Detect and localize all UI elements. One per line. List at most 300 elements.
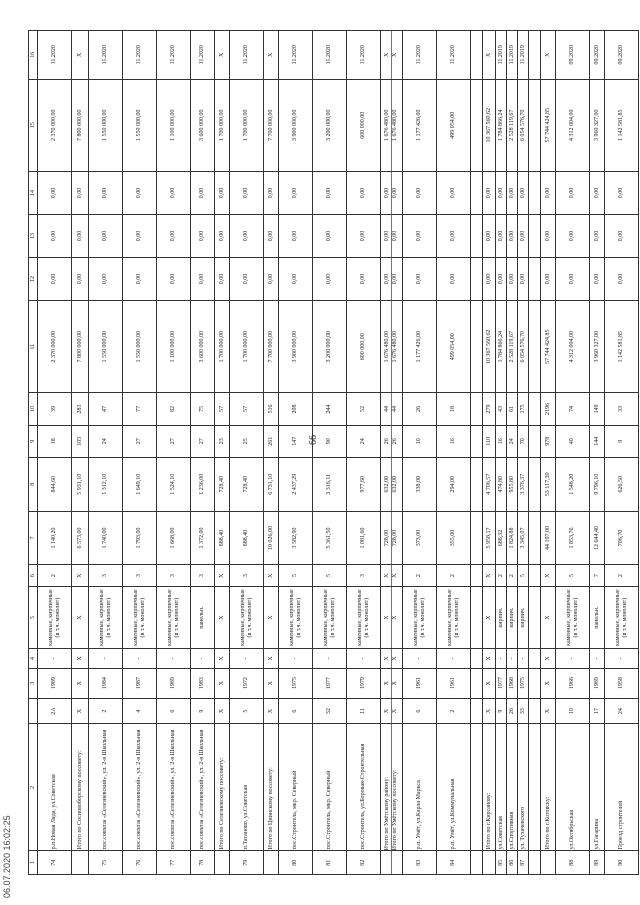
table-cell: 1 100 000,00 <box>157 79 191 171</box>
table-cell: 0,00 <box>191 257 215 300</box>
table-cell: 1968 <box>507 668 518 698</box>
table-cell: 10 367 560,62 <box>483 300 496 392</box>
table-cell: 0,00 <box>541 171 556 214</box>
table-cell: 57 744 424,85 <box>541 79 556 171</box>
table-cell: 355,00 <box>437 511 471 565</box>
cell-line: X <box>384 52 391 57</box>
table-cell: 0,00 <box>507 214 518 257</box>
table-cell: 1977 <box>496 668 507 698</box>
blank-row <box>529 31 541 875</box>
table-cell: 0,00 <box>507 171 518 214</box>
table-cell: р.п. Умёт, ул.Карла Маркса <box>403 724 437 851</box>
table-cell: 1966 <box>556 668 590 698</box>
table-cell: 77 <box>157 851 191 875</box>
table-cell: 11.2020 <box>123 31 157 80</box>
table-cell <box>381 668 403 698</box>
page-number: 66 <box>308 435 319 445</box>
table-cell: пос.совхоза «Селезневский», ул. 2-я Школьная <box>191 724 215 851</box>
column-number-header: 10 <box>29 393 38 425</box>
table-cell: 0,00 <box>264 214 279 257</box>
table-cell: 261 <box>264 425 279 457</box>
table-cell <box>529 457 541 511</box>
table-cell: каменные, кирпичные (в т.ч. монолит) <box>89 586 123 648</box>
table-row <box>230 31 264 875</box>
cell-line: Итого по Умётскому поссовету: <box>391 725 399 851</box>
table-cell: 16 <box>437 425 471 457</box>
table-row <box>556 31 590 875</box>
table-cell: 0,00 <box>403 171 437 214</box>
table-cell: 1 312,10 <box>89 457 123 511</box>
table-cell: 89 <box>590 851 605 875</box>
table-cell: 84 <box>437 851 471 875</box>
table-cell <box>215 851 230 875</box>
table-cell: 1975 <box>518 668 529 698</box>
table-cell: 1 550 000,00 <box>123 300 157 392</box>
column-number-header: 15 <box>29 79 38 171</box>
table-cell: Итого по Селезневскому поссовету: <box>215 724 230 851</box>
table-cell: 11.2019 <box>496 31 507 80</box>
table-cell: 0,00 <box>279 214 313 257</box>
table-cell: 7 <box>590 565 605 587</box>
table-row <box>403 31 437 875</box>
table-cell: 82 <box>347 851 381 875</box>
table-cell: каменные, кирпичные (в т.ч. монолит) <box>403 586 437 648</box>
table-cell: X <box>264 565 279 587</box>
table-cell: 2 528 119,67 <box>507 300 518 392</box>
table-cell: 1 142 581,85 <box>605 79 639 171</box>
table-cell <box>529 257 541 300</box>
table-cell <box>529 649 541 668</box>
table-cell: 3 900 000,00 <box>279 79 313 171</box>
table-cell: 0,00 <box>518 257 529 300</box>
table-cell <box>483 851 496 875</box>
table-cell <box>471 171 483 214</box>
total-row <box>72 31 89 875</box>
table-cell <box>529 724 541 851</box>
table-cell: 4 706,57 <box>483 457 496 511</box>
table-cell: 23 <box>215 425 230 457</box>
table-cell <box>471 724 483 851</box>
total-row <box>483 31 496 875</box>
table-cell: 70 <box>518 425 529 457</box>
table-cell: 0,00 <box>123 257 157 300</box>
table-cell: - <box>605 649 639 668</box>
table-cell: 0,00 <box>605 214 639 257</box>
table-cell: каменные, кирпичные (в т.ч. монолит) <box>279 586 313 648</box>
table-cell: 0,00 <box>403 257 437 300</box>
cell-line <box>391 851 392 874</box>
table-cell: 11.2019 <box>507 31 518 80</box>
table-cell: 75 <box>191 393 215 425</box>
table-cell: 844,60 <box>38 457 72 511</box>
blank-row <box>471 31 483 875</box>
table-cell <box>381 393 403 425</box>
table-cell <box>381 31 403 80</box>
table-cell: 105 <box>72 425 89 457</box>
cell-line: 0,00 <box>384 187 391 199</box>
table-cell: 1979 <box>347 668 381 698</box>
table-cell: 728,40 <box>215 457 230 511</box>
table-cell: 0,00 <box>279 257 313 300</box>
table-cell: 11.2020 <box>313 31 347 80</box>
table-cell: 688,32 <box>496 511 507 565</box>
table-cell: 338,00 <box>403 457 437 511</box>
table-cell: 600 000,00 <box>347 300 381 392</box>
table-cell: 44 197,00 <box>541 511 556 565</box>
table-cell: 25 <box>230 425 264 457</box>
table-cell: 0,00 <box>437 171 471 214</box>
table-cell: 3 376,37 <box>518 457 529 511</box>
table-cell: X <box>541 586 556 648</box>
table-cell: 110 <box>483 425 496 457</box>
table-row <box>381 31 403 875</box>
table-cell: 499 054,00 <box>437 79 471 171</box>
table-cell: ул.Гагарина <box>590 724 605 851</box>
table-cell: 7 700 000,00 <box>264 79 279 171</box>
table-cell: 2 370 000,00 <box>38 79 72 171</box>
cell-line: X <box>384 615 391 620</box>
table-cell: - <box>496 649 507 668</box>
table-cell <box>471 31 483 80</box>
table-cell: X <box>483 649 496 668</box>
table-cell: 0,00 <box>590 257 605 300</box>
total-row <box>215 31 230 875</box>
table-cell: 1 081,60 <box>347 511 381 565</box>
table-cell: 87 <box>518 851 529 875</box>
table-cell: 3 600 000,00 <box>191 79 215 171</box>
table-cell: 0,00 <box>496 257 507 300</box>
table-cell: 279 <box>483 393 496 425</box>
cell-line: Итого по Умётскому району: <box>384 776 391 851</box>
table-row <box>38 31 72 875</box>
table-cell: р.п. Умёт, ул.Коммунальная <box>437 724 471 851</box>
table-cell: 2 370 000,00 <box>38 300 72 392</box>
table-cell: 2А <box>38 698 72 724</box>
table-cell <box>381 565 403 587</box>
table-cell: 9 <box>496 698 507 724</box>
table-cell: 0,00 <box>264 171 279 214</box>
table-cell: каменные, кирпичные (в т.ч. монолит) <box>437 586 471 648</box>
table-cell: 3 960 327,00 <box>590 300 605 392</box>
column-number-header <box>29 698 38 724</box>
table-cell: 1 740,00 <box>89 511 123 565</box>
table-cell: 10 <box>403 425 437 457</box>
cell-line: 1 676 480,00 <box>391 80 399 171</box>
table-cell: - <box>437 649 471 668</box>
table-cell: каменные, кирпичные (в т.ч. монолит) <box>230 586 264 648</box>
table-cell: Проезд строителей <box>605 724 639 851</box>
table-cell: пос.Строитель, мкр. Северный <box>313 724 347 851</box>
table-cell: 1975 <box>279 668 313 698</box>
table-cell: 1 550 000,00 <box>89 79 123 171</box>
table-cell <box>381 300 403 392</box>
table-cell <box>529 851 541 875</box>
table-cell <box>529 214 541 257</box>
table-cell: 9 <box>191 698 215 724</box>
cell-line: 44 <box>384 406 391 413</box>
table-cell: 2 <box>403 565 437 587</box>
table-cell: 2 528 119,67 <box>507 79 518 171</box>
table-cell: 294,00 <box>437 457 471 511</box>
table-cell: 27 <box>123 425 157 457</box>
table-cell: каменные, кирпичные (в т.ч. монолит) <box>38 586 72 648</box>
table-cell: 0,00 <box>230 171 264 214</box>
table-row <box>590 31 605 875</box>
table-cell: 3 960 327,00 <box>590 79 605 171</box>
table-cell: 57 744 424,85 <box>541 300 556 392</box>
table-cell: 2 <box>437 698 471 724</box>
table-cell: 0,00 <box>518 214 529 257</box>
table-cell: 2 <box>496 565 507 587</box>
table-cell: 16 <box>496 425 507 457</box>
column-number-header: 3 <box>29 668 38 698</box>
table-cell: 1 177 426,00 <box>403 300 437 392</box>
table-cell: 1 668,00 <box>157 511 191 565</box>
table-cell: - <box>279 649 313 668</box>
table-cell: 1 100 000,00 <box>157 300 191 392</box>
table-cell: 888,40 <box>215 511 230 565</box>
table-cell: 6 <box>279 698 313 724</box>
table-cell: 57 <box>230 393 264 425</box>
table-cell: 11.2020 <box>403 31 437 80</box>
table-cell: 24 <box>507 425 518 457</box>
table-cell: X <box>541 565 556 587</box>
table-cell: 5 <box>313 565 347 587</box>
table-cell: 1989 <box>38 668 72 698</box>
table-cell: 0,00 <box>541 257 556 300</box>
table-cell: 1983 <box>191 668 215 698</box>
table-cell <box>529 565 541 587</box>
table-cell <box>529 511 541 565</box>
cell-line: 44 <box>391 393 399 424</box>
table-row <box>313 31 347 875</box>
table-cell: 10 367 560,62 <box>483 79 496 171</box>
table-cell: X <box>72 31 89 80</box>
table-cell: 11.2020 <box>279 31 313 80</box>
table-cell: пос.совхоза «Селезневский», ул. 2-я Школьная <box>157 724 191 851</box>
cell-line: X <box>391 31 399 79</box>
table-cell: п.Татаново, ул.Советская <box>230 724 264 851</box>
table-cell <box>381 649 403 668</box>
table-cell: 0,00 <box>556 214 590 257</box>
table-cell: 0,00 <box>72 171 89 214</box>
table-cell: 90 <box>313 425 347 457</box>
table-cell: 0,00 <box>230 257 264 300</box>
table-cell: ул.Октябрьская <box>556 724 590 851</box>
total-row <box>264 31 279 875</box>
table-cell: 0,00 <box>215 171 230 214</box>
table-cell: 0,00 <box>123 171 157 214</box>
table-cell: - <box>556 649 590 668</box>
table-cell: 0,00 <box>347 214 381 257</box>
cell-line: X <box>391 565 399 586</box>
table-cell <box>529 31 541 80</box>
table-cell: 0,00 <box>313 214 347 257</box>
table-cell: 3 <box>89 565 123 587</box>
table-cell <box>264 851 279 875</box>
table-cell: 77 <box>123 393 157 425</box>
table-cell <box>471 79 483 171</box>
table-cell: X <box>264 698 279 724</box>
table-cell: X <box>215 31 230 80</box>
table-cell: 7 800 000,00 <box>72 79 89 171</box>
table-cell: 11.2020 <box>230 31 264 80</box>
table-cell <box>471 851 483 875</box>
table-cell: каменные, кирпичные (в т.ч. монолит) <box>157 586 191 648</box>
cell-line: 632,00 <box>391 458 399 511</box>
table-cell: 3 <box>123 565 157 587</box>
table-cell: пос.Строитель, мкр. Северный <box>279 724 313 851</box>
table-cell: 1 784 866,24 <box>496 79 507 171</box>
cell-line: X <box>391 699 399 724</box>
table-cell: 26 <box>403 393 437 425</box>
table-cell: каменные, кирпичные (в т.ч. монолит) <box>123 586 157 648</box>
table-cell: 1987 <box>123 668 157 698</box>
table-cell: 978 <box>541 425 556 457</box>
table-cell: - <box>590 649 605 668</box>
column-number-row <box>29 31 38 875</box>
table-cell: Итого по г.Кирсанову: <box>483 724 496 851</box>
table-cell: 6 054 576,70 <box>518 79 529 171</box>
table-cell: 0,00 <box>72 214 89 257</box>
table-cell <box>381 257 403 300</box>
table-cell: 1 700 000,00 <box>230 300 264 392</box>
table-cell: 499 054,00 <box>437 300 471 392</box>
column-number-header: 14 <box>29 171 38 214</box>
table-cell: 0,00 <box>215 214 230 257</box>
table-cell: 3 <box>157 565 191 587</box>
column-number-header: 13 <box>29 214 38 257</box>
table-cell: 0,00 <box>590 171 605 214</box>
table-cell: 149 <box>590 393 605 425</box>
table-cell: 78 <box>191 851 215 875</box>
table-cell: 281 <box>72 393 89 425</box>
table-cell: каменные, кирпичные (в т.ч. монолит) <box>605 586 639 648</box>
table-cell: 5 <box>556 565 590 587</box>
table-cell: 10 026,00 <box>264 511 279 565</box>
table-cell: пос.совхоза «Селезневский», ул. 2-я Школьная <box>123 724 157 851</box>
table-cell: 0,00 <box>89 171 123 214</box>
table-cell: панельн. <box>590 586 605 648</box>
table-cell: 18 <box>38 425 72 457</box>
table-cell: 11.2020 <box>89 31 123 80</box>
table-cell <box>529 698 541 724</box>
table-cell: X <box>483 31 496 80</box>
table-cell: 75 <box>89 851 123 875</box>
column-number-header: 12 <box>29 257 38 300</box>
column-number-header: 4 <box>29 649 38 668</box>
table-cell: 0,00 <box>437 214 471 257</box>
table-cell <box>381 586 403 648</box>
table-cell: 27 <box>191 425 215 457</box>
table-cell: 83 <box>403 851 437 875</box>
table-cell: 6 731,10 <box>264 457 279 511</box>
table-row <box>518 31 529 875</box>
table-cell: 0,00 <box>403 214 437 257</box>
table-cell <box>381 457 403 511</box>
table-cell: 0,00 <box>496 171 507 214</box>
column-number-header: 9 <box>29 425 38 457</box>
table-cell: 0,00 <box>230 214 264 257</box>
table-cell: 52 <box>347 393 381 425</box>
table-cell: 1961 <box>437 668 471 698</box>
table-cell: X <box>215 586 230 648</box>
column-number-header: 16 <box>29 31 38 80</box>
table-cell: 3 <box>230 565 264 587</box>
column-number-header: 11 <box>29 300 38 392</box>
table-cell: р.п.Новая Ляда, ул.Советская <box>38 724 72 851</box>
table-row <box>605 31 639 875</box>
table-cell: X <box>541 649 556 668</box>
table-cell: 09.2020 <box>556 31 590 80</box>
table-cell: 955,80 <box>507 457 518 511</box>
table-cell: 3 600 000,00 <box>191 300 215 392</box>
table-cell: 61 <box>507 393 518 425</box>
cell-line: 632,00 <box>384 476 391 493</box>
table-cell: ул.Советская <box>496 724 507 851</box>
table-cell: 516 <box>264 393 279 425</box>
table-cell <box>471 668 483 698</box>
table-cell: 0,00 <box>89 257 123 300</box>
table-body <box>38 31 639 875</box>
table-cell <box>471 511 483 565</box>
table-cell: 1961 <box>403 668 437 698</box>
table-cell: X <box>72 668 89 698</box>
cell-line: 26 <box>391 426 399 457</box>
table-cell: 2 437,29 <box>279 457 313 511</box>
table-cell: - <box>518 649 529 668</box>
cell-line: X <box>391 669 399 698</box>
cell-line: 26 <box>384 438 391 445</box>
table-cell <box>471 565 483 587</box>
table-cell: 86 <box>507 851 518 875</box>
cell-line: 0,00 <box>391 258 399 300</box>
table-cell: 1958 <box>605 668 639 698</box>
cell-line: X <box>384 708 391 714</box>
cell-line: 0,00 <box>384 273 391 285</box>
table-cell: 6 <box>157 698 191 724</box>
table-row <box>496 31 507 875</box>
table-cell: ул.Спортивная <box>507 724 518 851</box>
table-cell: кирпич. <box>507 586 518 648</box>
table-cell: 47 <box>89 393 123 425</box>
table-cell: 6 573,00 <box>72 511 89 565</box>
table-cell: 32 <box>313 698 347 724</box>
table-cell: 1984 <box>89 668 123 698</box>
table-cell: 0,00 <box>313 257 347 300</box>
table-cell: 7 800 000,00 <box>72 300 89 392</box>
table-cell <box>381 171 403 214</box>
table-cell: 09.2020 <box>605 31 639 80</box>
table-cell: Итого по г.Котовску: <box>541 724 556 851</box>
table-cell: 0,00 <box>483 171 496 214</box>
table-cell: 9 <box>605 425 639 457</box>
table-cell: - <box>507 649 518 668</box>
table-cell: 3 900 000,00 <box>279 300 313 392</box>
table-cell: 1 824,88 <box>507 511 518 565</box>
table-cell <box>471 457 483 511</box>
table-cell: 0,00 <box>483 214 496 257</box>
table-cell <box>381 214 403 257</box>
cell-line: 1 676 480,00 <box>391 301 399 392</box>
table-cell: 626,50 <box>605 457 639 511</box>
table-cell: каменные, кирпичные (в т.ч. монолит) <box>313 586 347 648</box>
table-cell: 1 700 000,00 <box>230 79 264 171</box>
table-cell: X <box>483 586 496 648</box>
table-cell <box>471 393 483 425</box>
table-cell <box>471 649 483 668</box>
scan-timestamp: 06.07.2020 16:02:25 <box>2 815 12 898</box>
